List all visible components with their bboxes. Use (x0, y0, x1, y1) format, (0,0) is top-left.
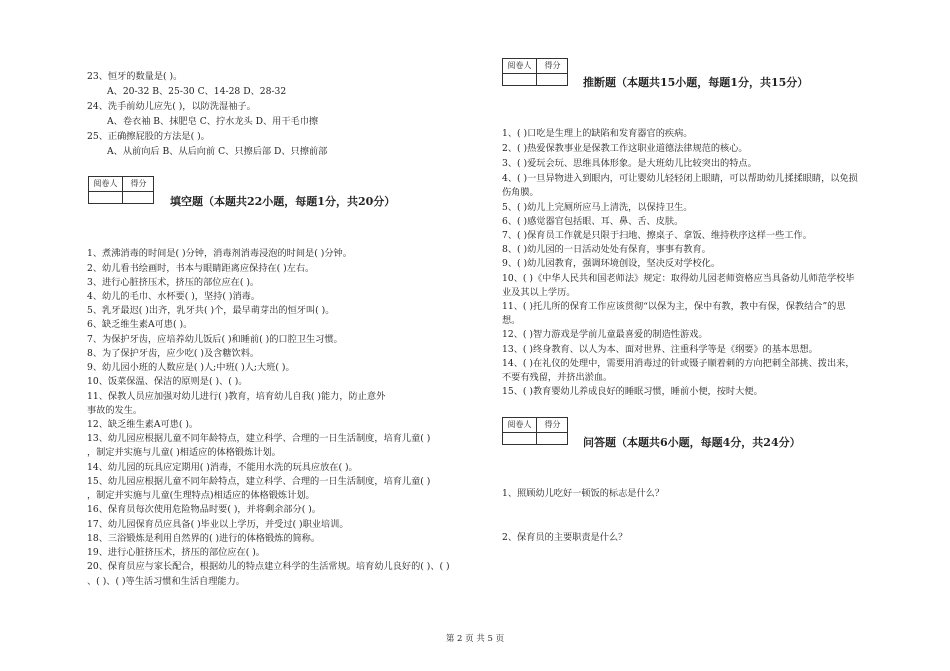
fill-item: 10、饭菜保温、保洁的原则是( )、( )。 (87, 376, 248, 387)
score-box (88, 176, 154, 204)
fill-item: 3、进行心脏挤压术，挤压的部位应在( )。 (87, 277, 260, 288)
judge-item-cont: 业及其以上学历。 (502, 287, 576, 298)
fill-section-title: 填空题（本题共22小题，每题1分，共20分） (170, 195, 396, 208)
score-label: 得分 (544, 420, 561, 429)
score-label: 得分 (130, 179, 147, 188)
fill-item: 9、幼儿园小班的人数应是( )人;中班( )人;大班( )。 (87, 362, 295, 373)
fill-item-cont: ，制定并实施与儿童(生理特点)相适应的体格锻炼计划。 (87, 490, 315, 501)
judge-item: 4、( )一旦异物进入到眼内，可让婴幼儿轻轻闭上眼睛，可以帮助幼儿揉揉眼睛，以免损 (502, 173, 858, 184)
mcq-options: A、20-32 B、25-30 C、14-28 D、28-32 (107, 86, 287, 97)
fill-item: 14、幼儿园的玩具应定期用( )消毒，不能用水洗的玩具应放在( )。 (87, 462, 358, 473)
fill-item: 2、幼儿看书绘画时，书本与眼睛距离应保持在( )左右。 (87, 263, 315, 274)
qa-item: 1、照顾幼儿吃好一顿饭的标志是什么？ (502, 488, 665, 499)
fill-item-cont: ，制定并实施与儿童( )相适应的体格锻炼计划。 (87, 447, 281, 458)
judge-item: 1、( )口吃是生理上的缺陷和发育器官的疾病。 (502, 128, 693, 139)
judge-item: 8、( )幼儿园的一日活动处处有保育，事事有教育。 (502, 244, 711, 255)
judge-item: 2、( )热爱保教事业是保教工作这职业道德法律规范的核心。 (502, 143, 748, 154)
fill-item: 16、保育员每次使用危险物品时要( )，并将剩余部分( )。 (87, 504, 321, 515)
fill-item: 20、保育员应与家长配合，根据幼儿的特点建立科学的生活常规。培育幼儿良好的( )、( ) (87, 561, 450, 572)
judge-section-title: 推断题（本题共15小题，每题1分，共15分） (583, 76, 809, 89)
judge-item: 14、( )在礼仪的处理中，需要用消毒过的针或镊子顺着刺的方向把刺全部挑、拨出来， (502, 358, 855, 369)
fill-item: 15、幼儿园应根据儿童不同年龄特点，建立科学、合理的一日生活制度，培育儿童( ) (87, 476, 431, 487)
judge-item: 10、( )《中华人民共和国老师法》规定：取得幼儿园老师资格应当具备幼儿师范学校毕 (502, 273, 855, 284)
score-box (502, 417, 568, 445)
judge-item: 11、( )托儿所的保育工作应该贯彻“以保为主，保中有教，教中有保，保教结合”的思 (502, 301, 846, 312)
fill-item-cont: 、( )、( )等生活习惯和生活自理能力。 (87, 576, 245, 587)
judge-item: 12、( )智力游戏是学前儿童最喜爱的制造性游戏。 (502, 329, 708, 340)
judge-item: 13、( )终身教育、以人为本、面对世界、注重科学等是《纲要》的基本思想。 (502, 344, 818, 355)
page-number: 第 2 页 共 5 页 (445, 634, 505, 644)
fill-item: 6、缺乏维生素A可患( )。 (87, 319, 193, 330)
mcq-line: 23、恒牙的数量是( )。 (87, 71, 183, 82)
judge-item: 5、( )幼儿上完厕所应马上清洗，以保持卫生。 (502, 202, 693, 213)
judge-item: 15、( )教育婴幼儿养成良好的睡眠习惯，睡前小便，按时大便。 (502, 386, 763, 397)
qa-item: 2、保育员的主要职责是什么？ (502, 532, 628, 543)
fill-item: 18、三浴锻炼是利用自然界的( )进行的体格锻炼的简称。 (87, 533, 321, 544)
judge-item: 7、( )保育员工作就是只限于扫地、擦桌子、拿饭、维持秩序这样一些工作。 (502, 230, 812, 241)
fill-item: 17、幼儿园保育员应具备( )毕业以上学历，并受过( )职业培训。 (87, 519, 349, 530)
judge-item-cont: 不要有残留，并挤出淤血。 (502, 372, 613, 383)
fill-item-cont: 事故的发生。 (87, 405, 143, 416)
qa-section-title: 问答题（本题共6小题，每题4分，共24分） (583, 436, 801, 449)
reviewer-label: 阅卷人 (93, 179, 118, 188)
fill-item: 13、幼儿园应根据儿童不同年龄特点，建立科学、合理的一日生活制度，培育儿童( ) (87, 433, 431, 444)
score-label: 得分 (544, 61, 561, 70)
fill-item: 11、保教人员应加强对幼儿进行( )教育，培育幼儿自我( )能力，防止意外 (87, 391, 386, 402)
judge-item: 3、( )爱玩会玩、思维具体形象。是大班幼儿比较突出的特点。 (502, 158, 757, 169)
score-box (502, 58, 568, 86)
judge-item: 9、( )幼儿园教育，强调环境创设，坚决反对学校化。 (502, 258, 721, 269)
fill-item: 12、缺乏维生素A可患( )。 (87, 419, 199, 430)
fill-item: 19、进行心脏挤压术，挤压的部位应在( )。 (87, 547, 265, 558)
fill-item: 4、幼儿的毛巾、水杯要( )，坚持( )消毒。 (87, 291, 261, 302)
mcq-options: A、从前向后 B、从后向前 C、只擦后部 D、只擦前部 (107, 146, 328, 157)
fill-item: 5、乳牙最迟( )出齐，乳牙共( )个，最早萌芽出的恒牙叫( )。 (87, 305, 335, 316)
judge-item: 6、( )感觉器官包括眼、耳、鼻、舌、皮肤。 (502, 216, 684, 227)
judge-item-cont: 想。 (502, 315, 521, 326)
mcq-options: A、卷衣袖 B、抹肥皂 C、拧水龙头 D、用干毛巾擦 (107, 116, 319, 127)
judge-item-cont: 伤角膜。 (502, 187, 539, 198)
reviewer-label: 阅卷人 (507, 61, 532, 70)
reviewer-label: 阅卷人 (507, 420, 532, 429)
mcq-line: 24、洗手前幼儿应先( )，以防洗湿袖子。 (87, 101, 256, 112)
fill-item: 1、煮沸消毒的时间是( )分钟，消毒剂消毒浸泡的时间是( )分钟。 (87, 248, 352, 259)
fill-item: 8、为了保护牙齿，应少吃( )及含糖饮料。 (87, 348, 260, 359)
fill-item: 7、为保护牙齿，应培养幼儿饭后( )和睡前( )的口腔卫生习惯。 (87, 334, 343, 345)
mcq-line: 25、正确擦屁股的方法是( )。 (87, 131, 210, 142)
